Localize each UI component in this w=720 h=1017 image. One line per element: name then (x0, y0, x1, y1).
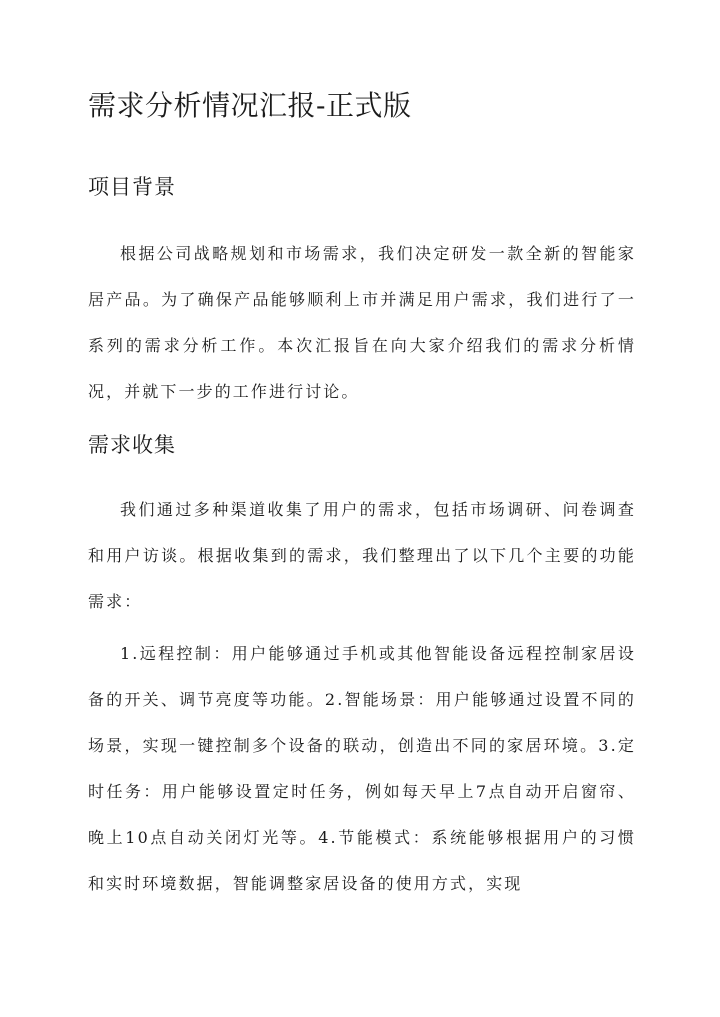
paragraph-feature-list: 1.远程控制：用户能够通过手机或其他智能设备远程控制家居设备的开关、调节亮度等功能。2.智能场景：用户能够通过设置不同的场景，实现一键控制多个设备的联动，创造出不同的家居环境。3.定时任务：用户能够设置定时任务，例如每天早上7点自动开启窗帘、晚上10点自动关闭灯光等。4.节能模式：系统能够根据用户的习惯和实时环境数据，智能调整家居设备的使用方式，实现 (88, 644, 636, 893)
section-heading-background: 项目背景 (88, 175, 176, 199)
paragraph-requirements-intro: 我们通过多种渠道收集了用户的需求，包括市场调研、问卷调查和用户访谈。根据收集到的需求，我们整理出了以下几个主要的功能需求： (88, 500, 636, 611)
document-title: 需求分析情况汇报-正式版 (88, 89, 412, 122)
section-heading-requirements: 需求收集 (88, 433, 176, 457)
paragraph-background: 根据公司战略规划和市场需求，我们决定研发一款全新的智能家居产品。为了确保产品能够顺利上市并满足用户需求，我们进行了一系列的需求分析工作。本次汇报旨在向大家介绍我们的需求分析情况，并就下一步的工作进行讨论。 (88, 244, 636, 401)
